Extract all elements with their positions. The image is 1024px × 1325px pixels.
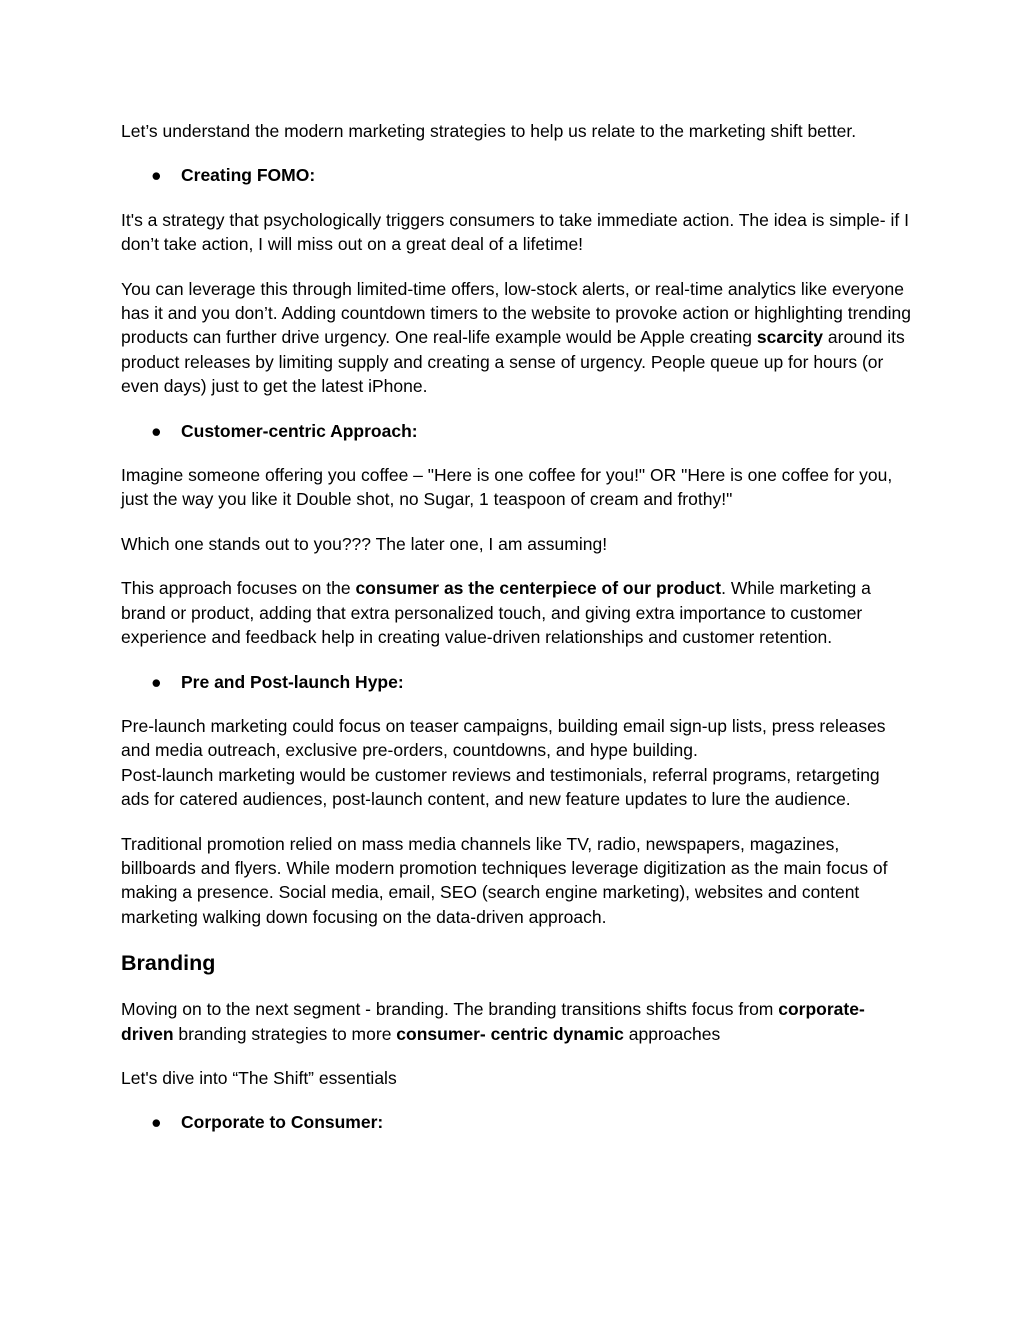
intro-paragraph: Let’s understand the modern marketing strategies to help us relate to the marketing shift better. [121,121,857,141]
bullet-label: Pre and Post-launch Hype: [181,671,404,692]
branding-paragraph-2: Let's dive into “The Shift” essentials [121,1067,397,1088]
text-run: around its product releases by limiting supply and creating a sense of urgency. People queue up for hours (or even days) just to get the latest iPhone. [121,327,905,397]
fomo-paragraph-2 [121,277,911,399]
bold-text-consumer-centerpiece: consumer as the centerpiece of our product [355,578,722,599]
text-run: You can leverage this through limited-time offers, low-stock alerts, or real-time analytics like everyone has it and you don’t. Adding countdown timers to the website to provoke action or highlighting trending products can further drive urgency. One real-life example would be Apple creating [121,278,911,348]
bullet-customer-centric [121,419,911,443]
text-run: approaches [623,1023,721,1044]
branding-paragraph-1 [121,997,911,1046]
customer-paragraph-2: Which one stands out to you??? The later one, I am assuming! [121,533,608,554]
bullet-pre-post-launch [121,670,911,694]
bold-text-consumer-centric: consumer- centric dynamic [396,1023,624,1044]
text-run: branding strategies to more [173,1023,397,1044]
bullet-corporate-to-consumer [121,1110,911,1134]
text-run: Post-launch marketing would be customer reviews and testimonials, referral programs, retargeting ads for catered audiences, post-launch content, and new feature updates to lure the audience. [121,764,880,810]
bullet-label: Corporate to Consumer: [181,1112,384,1133]
text-run: This approach focuses on the [121,578,356,599]
bullet-dot-icon: ● [151,165,162,186]
text-run: Pre-launch marketing could focus on teaser campaigns, building email sign-up lists, press releases and media outreach, exclusive pre-orders, countdowns, and hype building. [121,715,886,761]
customer-paragraph-3 [121,576,911,649]
bullet-label: Customer-centric Approach: [181,420,418,441]
document-page [121,119,911,1155]
text-run: . While marketing a brand or product, adding that extra personalized touch, and giving extra importance to customer experience and feedback help in creating value-driven relationships and customer retention. [121,578,871,648]
bullet-dot-icon: ● [151,420,162,441]
text-run: Moving on to the next segment - branding. The branding transitions shifts focus from [121,999,779,1020]
bullet-dot-icon: ● [151,1112,162,1133]
bold-text-corporate-driven: corporate-driven [121,999,865,1044]
hype-paragraph-1 [121,714,911,812]
bullet-label: Creating FOMO: [181,165,316,186]
bullet-creating-fomo [121,163,911,187]
hype-paragraph-2: Traditional promotion relied on mass media channels like TV, radio, newspapers, magazines, billboards and flyers. While modern promotion techniques leverage digitization as the main focus of making a presence. Social media, email, SEO (search engine marketing), websites and content marketing walking down focusing on the data-driven approach. [121,833,888,927]
customer-paragraph-1: Imagine someone offering you coffee – "Here is one coffee for you!" OR "Here is one coffee for you, just the way you like it Double shot, no Sugar, 1 teaspoon of cream and frothy!" [121,465,893,510]
bullet-dot-icon: ● [151,671,162,692]
fomo-paragraph-1: It's a strategy that psychologically triggers consumers to take immediate action. The idea is simple- if I don’t take action, I will miss out on a great deal of a lifetime! [121,209,909,255]
bold-text-scarcity: scarcity [756,327,824,348]
branding-heading: Branding [121,951,216,976]
